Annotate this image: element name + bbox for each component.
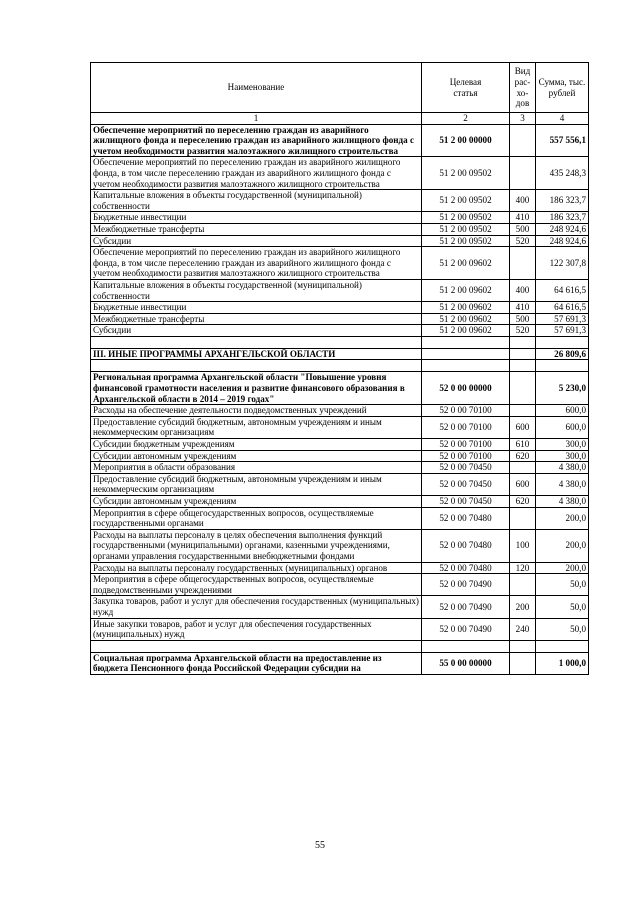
row-sum: 186 323,7 xyxy=(536,190,589,212)
row-target-code: 51 2 00 09502 xyxy=(422,190,510,212)
column-number: 4 xyxy=(536,113,589,125)
row-expense-type xyxy=(510,247,536,280)
row-name: Мероприятия в сфере общегосударственных вопросов, осуществляемые государственными органами xyxy=(91,507,422,529)
row-name: Субсидии xyxy=(91,235,422,247)
row-target-code: 51 2 00 09502 xyxy=(422,212,510,224)
row-expense-type xyxy=(510,405,536,417)
table-row xyxy=(91,618,589,640)
row-target-code: 51 2 00 09602 xyxy=(422,325,510,337)
row-target-code: 51 2 00 09602 xyxy=(422,313,510,325)
row-name: Капитальные вложения в объекты государственной (муниципальной) собственности xyxy=(91,190,422,212)
row-name: Субсидии автономным учреждениям xyxy=(91,496,422,508)
table-row xyxy=(91,190,589,212)
row-target-code: 52 0 00 70480 xyxy=(422,507,510,529)
row-expense-type: 520 xyxy=(510,325,536,337)
row-name: Расходы на выплаты персоналу в целях обеспечения выполнения функций государственными (муниципальными) органами, казенными учреждениями, органами управления государственными внебюджетными фондами xyxy=(91,529,422,562)
row-sum: 1 000,0 xyxy=(536,652,589,674)
table-row xyxy=(91,279,589,301)
column-number-row xyxy=(91,113,589,125)
row-expense-type: 620 xyxy=(510,450,536,462)
row-target-code: 52 0 00 70450 xyxy=(422,496,510,508)
row-target-code: 52 0 00 70100 xyxy=(422,439,510,451)
row-target-code: 52 0 00 70450 xyxy=(422,462,510,474)
column-number: 1 xyxy=(91,113,422,125)
table-row xyxy=(91,348,589,360)
row-sum: 248 924,6 xyxy=(536,235,589,247)
row-target-code: 51 2 00 00000 xyxy=(422,124,510,157)
column-number: 2 xyxy=(422,113,510,125)
row-sum: 600,0 xyxy=(536,416,589,438)
row-name: Обеспечение мероприятий по переселению граждан из аварийного жилищного фонда, в том числе переселению граждан из аварийного жилищного фонда с учетом необходимости развития малоэтажного жилищного строительства xyxy=(91,157,422,190)
row-name: Межбюджетные трансферты xyxy=(91,313,422,325)
row-expense-type: 610 xyxy=(510,439,536,451)
row-expense-type: 400 xyxy=(510,190,536,212)
table-row xyxy=(91,562,589,574)
row-expense-type xyxy=(510,652,536,674)
row-name: Субсидии xyxy=(91,325,422,337)
row-sum: 26 809,6 xyxy=(536,348,589,360)
spacer-row xyxy=(91,360,589,372)
spacer-row xyxy=(91,336,589,348)
row-name: Закупка товаров, работ и услуг для обеспечения государственных (муниципальных) нужд xyxy=(91,596,422,618)
row-expense-type: 500 xyxy=(510,223,536,235)
row-expense-type xyxy=(510,507,536,529)
table-row xyxy=(91,416,589,438)
row-target-code: 51 2 00 09502 xyxy=(422,157,510,190)
row-sum: 248 924,6 xyxy=(536,223,589,235)
table-row xyxy=(91,235,589,247)
table-row xyxy=(91,302,589,314)
row-sum: 57 691,3 xyxy=(536,325,589,337)
table-row xyxy=(91,462,589,474)
row-name: Обеспечение мероприятий по переселению граждан из аварийного жилищного фонда, в том числе переселению граждан из аварийного жилищного фонда с учетом необходимости развития малоэтажного жилищного строительства xyxy=(91,247,422,280)
table-row xyxy=(91,124,589,157)
row-sum: 64 616,5 xyxy=(536,302,589,314)
row-expense-type xyxy=(510,574,536,596)
row-expense-type: 520 xyxy=(510,235,536,247)
row-target-code: 55 0 00 00000 xyxy=(422,652,510,674)
row-name: Мероприятия в сфере общегосударственных вопросов, осуществляемые подведомственными учреждениями xyxy=(91,574,422,596)
table-row xyxy=(91,157,589,190)
row-sum: 600,0 xyxy=(536,405,589,417)
row-sum: 4 380,0 xyxy=(536,496,589,508)
row-expense-type: 200 xyxy=(510,596,536,618)
table-row xyxy=(91,496,589,508)
row-name: Социальная программа Архангельской области на предоставление из бюджета Пенсионного фонда Российской Федерации субсидии на xyxy=(91,652,422,674)
row-target-code: 51 2 00 09502 xyxy=(422,223,510,235)
row-sum: 57 691,3 xyxy=(536,313,589,325)
row-target-code: 51 2 00 09602 xyxy=(422,302,510,314)
table-row xyxy=(91,596,589,618)
row-sum: 5 230,0 xyxy=(536,372,589,405)
row-name: Субсидии бюджетным учреждениям xyxy=(91,439,422,451)
row-name: Бюджетные инвестиции xyxy=(91,302,422,314)
table-row xyxy=(91,212,589,224)
row-sum: 200,0 xyxy=(536,562,589,574)
row-expense-type xyxy=(510,372,536,405)
row-target-code xyxy=(422,348,510,360)
row-expense-type: 120 xyxy=(510,562,536,574)
row-sum: 64 616,5 xyxy=(536,279,589,301)
table-row xyxy=(91,473,589,495)
table-row xyxy=(91,529,589,562)
row-expense-type: 400 xyxy=(510,279,536,301)
row-name: Бюджетные инвестиции xyxy=(91,212,422,224)
table-header-row xyxy=(91,63,589,113)
row-name: Обеспечение мероприятий по переселению граждан из аварийного жилищного фонда и переселению граждан из аварийного жилищного фонда с учетом необходимости развития малоэтажного жилищного строительства xyxy=(91,124,422,157)
row-name: Субсидии автономным учреждениям xyxy=(91,450,422,462)
row-name: Иные закупки товаров, работ и услуг для обеспечения государственных (муниципальных) нужд xyxy=(91,618,422,640)
row-expense-type xyxy=(510,462,536,474)
row-sum: 557 556,1 xyxy=(536,124,589,157)
table-row xyxy=(91,325,589,337)
table-row xyxy=(91,223,589,235)
row-expense-type: 500 xyxy=(510,313,536,325)
row-sum: 435 248,3 xyxy=(536,157,589,190)
row-name: Предоставление субсидий бюджетным, автономным учреждениям и иным некоммерческим организациям xyxy=(91,473,422,495)
row-target-code: 52 0 00 70100 xyxy=(422,450,510,462)
row-expense-type: 620 xyxy=(510,496,536,508)
row-target-code: 52 0 00 70490 xyxy=(422,618,510,640)
row-sum: 200,0 xyxy=(536,529,589,562)
row-target-code: 52 0 00 70450 xyxy=(422,473,510,495)
column-header-code: Целевая статья xyxy=(422,63,510,113)
row-name: Расходы на выплаты персоналу государственных (муниципальных) органов xyxy=(91,562,422,574)
row-expense-type: 410 xyxy=(510,212,536,224)
row-target-code: 51 2 00 09502 xyxy=(422,235,510,247)
row-sum: 300,0 xyxy=(536,439,589,451)
row-sum: 200,0 xyxy=(536,507,589,529)
row-target-code: 52 0 00 70100 xyxy=(422,405,510,417)
table-row xyxy=(91,372,589,405)
row-expense-type xyxy=(510,348,536,360)
row-name: III. ИНЫЕ ПРОГРАММЫ АРХАНГЕЛЬСКОЙ ОБЛАСТИ xyxy=(91,348,422,360)
row-target-code: 52 0 00 70490 xyxy=(422,596,510,618)
table-row xyxy=(91,313,589,325)
column-number: 3 xyxy=(510,113,536,125)
row-expense-type xyxy=(510,157,536,190)
row-sum: 4 380,0 xyxy=(536,473,589,495)
row-sum: 186 323,7 xyxy=(536,212,589,224)
row-target-code: 52 0 00 70100 xyxy=(422,416,510,438)
row-target-code: 51 2 00 09602 xyxy=(422,247,510,280)
row-name: Расходы на обеспечение деятельности подведомственных учреждений xyxy=(91,405,422,417)
row-name: Капитальные вложения в объекты государственной (муниципальной) собственности xyxy=(91,279,422,301)
row-sum: 4 380,0 xyxy=(536,462,589,474)
table-row xyxy=(91,439,589,451)
row-expense-type: 410 xyxy=(510,302,536,314)
spacer-row xyxy=(91,640,589,652)
row-name: Мероприятия в области образования xyxy=(91,462,422,474)
column-header-name: Наименование xyxy=(91,63,422,113)
row-expense-type: 600 xyxy=(510,473,536,495)
row-expense-type xyxy=(510,124,536,157)
row-expense-type: 100 xyxy=(510,529,536,562)
page-number: 55 xyxy=(315,840,325,851)
row-name: Региональная программа Архангельской области "Повышение уровня финансовой грамотности населения и развитие финансового образования в Архангельской области в 2014 – 2019 годах" xyxy=(91,372,422,405)
row-sum: 300,0 xyxy=(536,450,589,462)
row-target-code: 52 0 00 70480 xyxy=(422,562,510,574)
row-sum: 122 307,8 xyxy=(536,247,589,280)
row-sum: 50,0 xyxy=(536,596,589,618)
table-row xyxy=(91,652,589,674)
row-sum: 50,0 xyxy=(536,618,589,640)
row-target-code: 52 0 00 00000 xyxy=(422,372,510,405)
row-expense-type: 240 xyxy=(510,618,536,640)
table-row xyxy=(91,405,589,417)
row-name: Предоставление субсидий бюджетным, автономным учреждениям и иным некоммерческим организациям xyxy=(91,416,422,438)
column-header-sum: Сумма, тыс. рублей xyxy=(536,63,589,113)
column-header-vid: Вид рас-хо-дов xyxy=(510,63,536,113)
table-row xyxy=(91,574,589,596)
row-expense-type: 600 xyxy=(510,416,536,438)
row-target-code: 52 0 00 70480 xyxy=(422,529,510,562)
row-target-code: 52 0 00 70490 xyxy=(422,574,510,596)
table-row xyxy=(91,450,589,462)
row-name: Межбюджетные трансферты xyxy=(91,223,422,235)
table-row xyxy=(91,247,589,280)
budget-table xyxy=(90,62,589,675)
row-sum: 50,0 xyxy=(536,574,589,596)
table-row xyxy=(91,507,589,529)
row-target-code: 51 2 00 09602 xyxy=(422,279,510,301)
